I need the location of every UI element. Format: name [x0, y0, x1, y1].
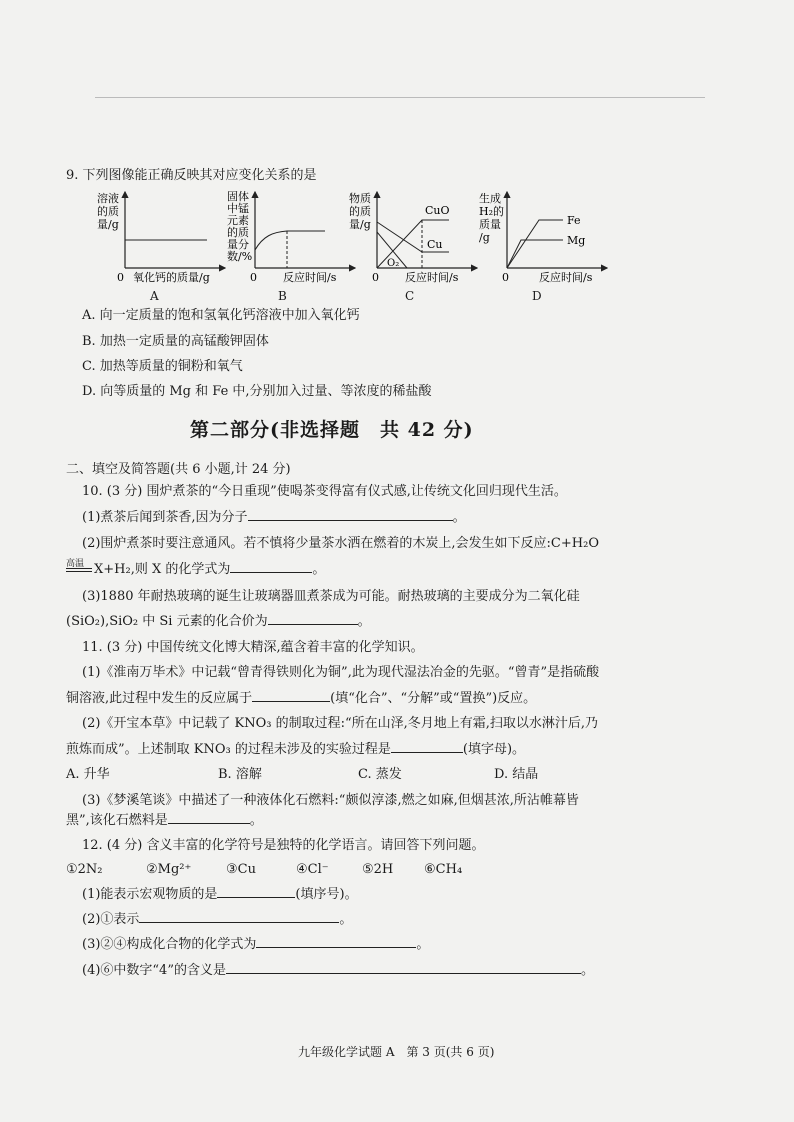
- graph-b-xlabel: 反应时间/s: [283, 271, 337, 284]
- q11-part3-line2: [66, 813, 263, 829]
- q11-part2-line2: [66, 742, 525, 758]
- q11-part1-line2: [66, 691, 536, 707]
- q12-answer-4-blank[interactable]: [226, 973, 581, 974]
- q10-part1-text: (1)煮茶后闻到茶香,因为分子: [82, 510, 248, 525]
- q12-part4: [82, 963, 594, 979]
- q9-option-d: D. 向等质量的 Mg 和 Fe 中,分别加入过量、等浓度的稀盐酸: [82, 384, 432, 399]
- q12-symbol-3: ③Cu: [226, 862, 256, 877]
- q12-part1-text: (1)能表示宏观物质的是: [82, 887, 218, 902]
- q11-part3-end: 。: [249, 813, 263, 828]
- graph-d-ylabel-2: H₂的: [479, 205, 505, 218]
- graph-b-ylabel-1: 固体: [227, 190, 249, 203]
- graph-d-ylabel-3: 质量: [479, 218, 501, 231]
- graph-d-letter: D: [532, 289, 542, 303]
- graph-b-origin: 0: [250, 271, 257, 284]
- q12-answer-2-blank[interactable]: [139, 922, 339, 923]
- q10-part3-end: 。: [357, 614, 371, 629]
- q10-part1: [82, 510, 466, 526]
- graph-c: [347, 188, 487, 298]
- top-rule: [95, 97, 705, 98]
- q12-symbol-1: ①2N₂: [66, 862, 103, 877]
- graph-c-origin: 0: [372, 271, 379, 284]
- graph-c-label-cu: Cu: [427, 238, 443, 251]
- graph-d-curve-mg: [507, 240, 563, 268]
- graph-d-origin: 0: [502, 271, 509, 284]
- page-footer: 九年级化学试题 A 第 3 页(共 6 页): [298, 1045, 495, 1059]
- graph-d: [477, 188, 617, 298]
- q12-stem: 12. (4 分) 含义丰富的化学符号是独特的化学语言。请回答下列问题。: [82, 838, 485, 853]
- q11-part3-text: 黑”,该化石燃料是: [66, 813, 168, 828]
- graph-a-letter: A: [150, 289, 159, 303]
- q10-condition: 高温: [66, 559, 85, 569]
- graph-b: [225, 188, 365, 298]
- q12-answer-1-blank[interactable]: [217, 897, 295, 898]
- graph-c-label-cuo: CuO: [425, 204, 450, 217]
- q12-symbol-4: ④Cl⁻: [296, 862, 329, 877]
- graph-c-ylabel-2: 的质: [349, 205, 371, 218]
- graph-d-curve-fe: [507, 220, 563, 268]
- q12-part1: [82, 887, 358, 903]
- q11-choice-a: A. 升华: [66, 767, 110, 782]
- q12-part4-end: 。: [580, 963, 594, 978]
- graph-d-ylabel-4: /g: [479, 231, 490, 244]
- q10-stem: 10. (3 分) 围炉煮茶的“今日重现”使喝茶变得富有仪式感,让传统文化回归现代生活。: [82, 484, 567, 499]
- q12-part3-text: (3)②④构成化合物的化学式为: [82, 937, 257, 952]
- q11-part2-line1: (2)《开宝本草》中记载了 KNO₃ 的制取过程:“所在山泽,冬月地上有霜,扫取以水淋汁后,乃: [82, 716, 599, 731]
- graph-a-ylabel-2: 的质: [97, 205, 119, 218]
- q11-answer-1-blank[interactable]: [252, 701, 330, 702]
- graph-b-letter: B: [278, 289, 287, 303]
- graph-a-xlabel: 氧化钙的质量/g: [133, 271, 210, 284]
- graph-a-ylabel-1: 溶液: [97, 192, 119, 205]
- q12-symbol-5: ⑤2H: [362, 862, 394, 877]
- q10-part1-end: 。: [452, 510, 466, 525]
- q10-part3-line2: [66, 614, 371, 630]
- graph-d-label-fe: Fe: [567, 214, 581, 227]
- q12-part3: [82, 937, 429, 953]
- q9-option-b: B. 加热一定质量的高锰酸钾固体: [82, 334, 269, 349]
- q12-part2: [82, 912, 352, 928]
- q10-part2-line2: [94, 562, 325, 578]
- graph-a: [95, 188, 235, 298]
- graph-b-ylabel-2: 中锰: [227, 202, 249, 215]
- q11-answer-2-blank[interactable]: [391, 752, 463, 753]
- q12-part4-text: (4)⑥中数字“4”的含义是: [82, 963, 226, 978]
- graph-b-curve: [255, 231, 325, 250]
- q12-part2-text: (2)①表示: [82, 912, 140, 927]
- q9-stem: 9. 下列图像能正确反映其对应变化关系的是: [66, 168, 317, 183]
- q10-part2-line1: (2)围炉煮茶时要注意通风。若不慎将少量茶水洒在燃着的木炭上,会发生如下反应:C+H₂O: [82, 536, 599, 551]
- graph-d-label-mg: Mg: [567, 234, 586, 247]
- graph-b-ylabel-6: 数/%: [227, 250, 253, 263]
- graph-c-letter: C: [405, 289, 415, 303]
- q11-part2-end: (填字母)。: [462, 742, 526, 757]
- q10-answer-1-blank[interactable]: [248, 520, 453, 521]
- q11-part1-end: (填“化合”、“分解”或“置换”)反应。: [330, 691, 537, 706]
- q10-part3-line1: (3)1880 年耐热玻璃的诞生让玻璃器皿煮茶成为可能。耐热玻璃的主要成分为二氧化硅: [82, 589, 580, 604]
- q11-choice-c: C. 蒸发: [358, 767, 402, 782]
- q12-part3-end: 。: [416, 937, 430, 952]
- q10-answer-3-blank[interactable]: [268, 624, 358, 625]
- q11-choice-b: B. 溶解: [218, 767, 262, 782]
- q10-answer-2-blank[interactable]: [230, 572, 312, 573]
- q10-equals-sign: [66, 568, 92, 572]
- q11-choice-d: D. 结晶: [494, 767, 539, 782]
- q11-stem: 11. (3 分) 中国传统文化博大精深,蕴含着丰富的化学知识。: [82, 640, 424, 655]
- q12-part1-end: (填序号)。: [295, 887, 358, 902]
- graph-c-ylabel-3: 量/g: [349, 218, 371, 231]
- q10-part3-text: (SiO₂),SiO₂ 中 Si 元素的化合价为: [66, 614, 268, 629]
- graph-b-ylabel-5: 量分: [227, 238, 249, 251]
- q12-answer-3-blank[interactable]: [256, 947, 416, 948]
- q12-symbol-6: ⑥CH₄: [424, 862, 463, 877]
- graph-d-xlabel: 反应时间/s: [539, 271, 593, 284]
- q11-part2-text: 煎炼而成”。上述制取 KNO₃ 的过程未涉及的实验过程是: [66, 742, 391, 757]
- q12-symbol-2: ②Mg²⁺: [146, 862, 192, 877]
- q11-answer-3-blank[interactable]: [168, 823, 250, 824]
- graph-c-xlabel: 反应时间/s: [405, 271, 459, 284]
- q12-part2-end: 。: [339, 912, 353, 927]
- graph-a-ylabel-3: 量/g: [97, 218, 119, 231]
- graph-b-ylabel-4: 的质: [227, 226, 249, 239]
- graph-c-ylabel-1: 物质: [349, 192, 371, 205]
- q11-part1-text: 铜溶液,此过程中发生的反应属于: [66, 691, 253, 706]
- graph-a-origin: 0: [117, 271, 124, 284]
- section-2-heading: 二、填空及简答题(共 6 小题,计 24 分): [66, 462, 291, 477]
- q9-option-c: C. 加热等质量的铜粉和氧气: [82, 359, 243, 374]
- q11-part1-line1: (1)《淮南万毕术》中记载“曾青得铁则化为铜”,此为现代湿法冶金的先驱。“曾青”是指硫酸: [82, 665, 600, 680]
- q10-part2-end: 。: [312, 562, 326, 577]
- graph-c-label-o2: O₂: [387, 258, 400, 269]
- part2-title: 第二部分(非选择题 共 42 分): [190, 419, 474, 441]
- q11-part3-line1: (3)《梦溪笔谈》中描述了一种液体化石燃料:“颇似淳漆,燃之如麻,但烟甚浓,所沾帷幕皆: [82, 793, 579, 808]
- q9-option-a: A. 向一定质量的饱和氢氧化钙溶液中加入氧化钙: [82, 308, 360, 323]
- q10-part2-text: X+H₂,则 X 的化学式为: [94, 562, 231, 577]
- graph-b-ylabel-3: 元素: [227, 214, 249, 227]
- graph-d-ylabel-1: 生成: [479, 192, 501, 205]
